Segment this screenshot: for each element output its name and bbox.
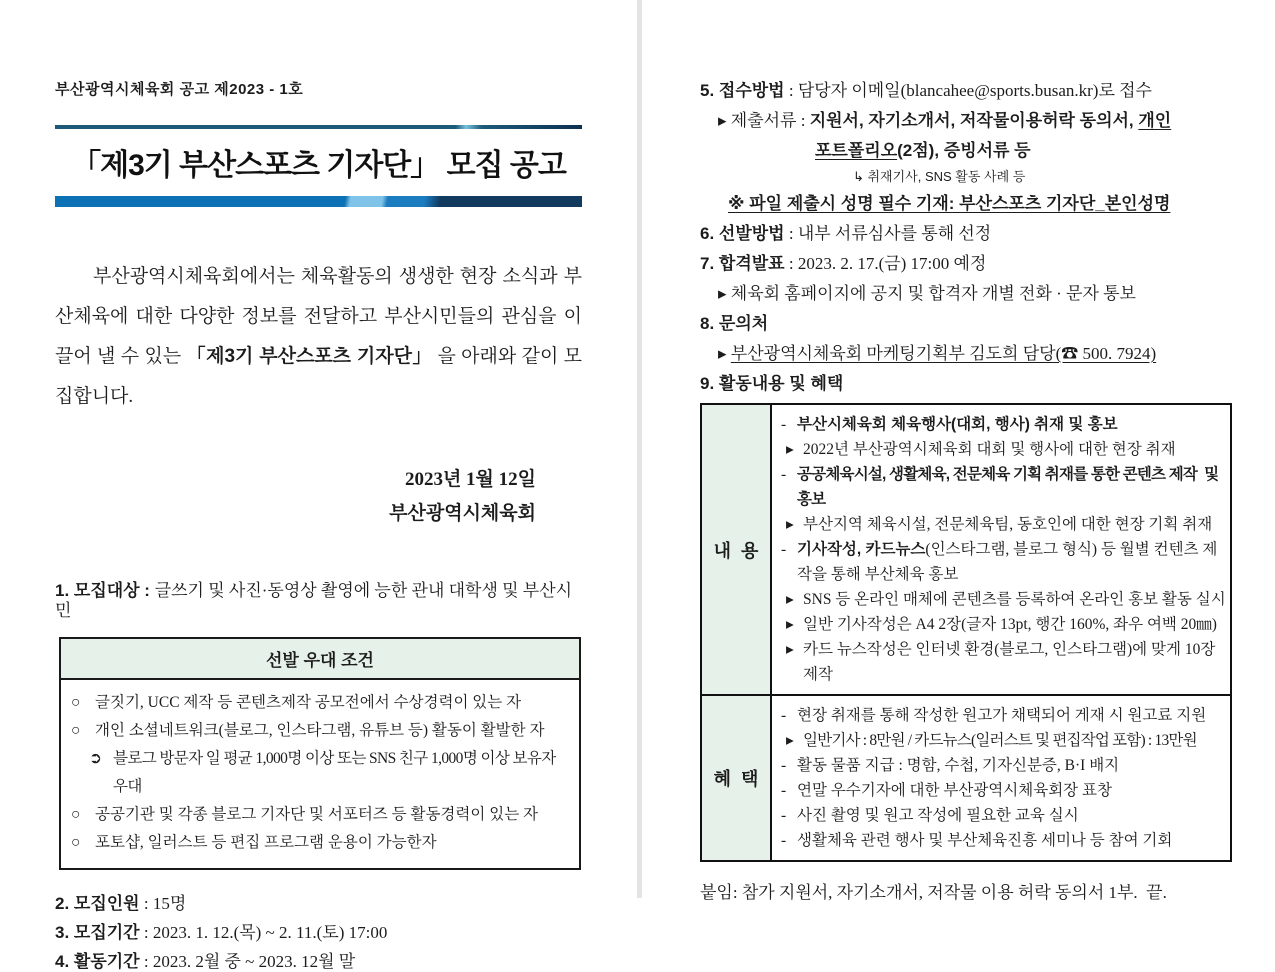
section-apply-method: 5. 접수방법 : 담당자 이메일(blancahee@sports.busan.kr)로 접수 [700, 81, 1152, 100]
activity-item-text: 2022년 부산광역시체육회 대회 및 행사에 대한 현장 취재 [803, 441, 1176, 458]
activity-item-text: 부산지역 체육시설, 전문체육팀, 동호인에 대한 현장 기획 취재 [803, 516, 1213, 533]
activity-item [781, 437, 1226, 462]
activity-benefit-table [700, 403, 1232, 862]
arrow-bullet-icon: ➲ [89, 750, 102, 767]
contact-sub: ▸ 부산광역시체육회 마케팅기획부 김도희 담당(☎ 500. 7924) [718, 344, 1157, 363]
activity-item-text: 일반기사 : 8만원 / 카드뉴스(일러스트 및 편집작업 포함) : 13만원 [803, 732, 1197, 749]
title-bottom-bar [55, 196, 582, 207]
preference-row [71, 689, 573, 717]
section-result-announcement: 7. 합격발표 : 2023. 2. 17.(금) 17:00 예정 [700, 254, 987, 273]
attachment-note: 붙임: 참가 지원서, 자기소개서, 저작물 이용 허락 동의서 1부. 끝. [700, 883, 1167, 902]
activity-item-text: 연말 우수기자에 대한 부산광역시체육회장 표창 [797, 782, 1112, 799]
activity-item-text: 공공체육시설, 생활체육, 전문체육 기획 취재를 통한 콘텐츠 제작 및 홍보 [797, 466, 1222, 508]
activity-table-row [702, 405, 1230, 696]
preference-row [71, 717, 573, 745]
section-activity-benefits: 9. 활동내용 및 혜택 [700, 374, 844, 393]
triangle-bullet-icon: ▸ [786, 441, 794, 458]
dash-bullet-icon: - [781, 416, 787, 433]
announcement-date: 2023년 1월 12일 [404, 469, 536, 490]
circle-bullet-icon: ○ [71, 806, 81, 823]
page-left [0, 0, 637, 971]
submit-docs-line1: ▸ 제출서류 : 지원서, 자기소개서, 저작물이용허락 동의서, 개인 [718, 111, 1172, 130]
triangle-bullet-icon: ▸ [786, 516, 794, 533]
preference-row-text: 글짓기, UCC 제작 등 콘텐츠제작 공모전에서 수상경력이 있는 자 [95, 694, 522, 711]
preference-row-text: 개인 소셜네트워크(블로그, 인스타그램, 유튜브 등) 활동이 활발한 자 [95, 722, 545, 739]
triangle-bullet-icon: ▸ [786, 732, 793, 749]
activity-table-row [702, 696, 1230, 860]
activity-item-text: 생활체육 관련 행사 및 부산체육진흥 세미나 등 참여 기회 [797, 832, 1173, 849]
dash-bullet-icon: - [781, 707, 787, 724]
activity-item [781, 778, 1226, 803]
dash-bullet-icon: - [781, 466, 786, 483]
activity-item [781, 587, 1226, 612]
activity-item-text: 활동 물품 지급 : 명함, 수첩, 기자신분증, B·I 배지 [797, 757, 1120, 774]
doc-number: 부산광역시체육회 공고 제2023 - 1호 [55, 81, 304, 98]
dash-bullet-icon: - [781, 807, 787, 824]
activity-item-text: SNS 등 온라인 매체에 콘텐츠를 등록하여 온라인 홍보 활동 실시 [803, 591, 1226, 608]
section-recruit-period: 3. 모집기간 : 2023. 1. 12.(목) ~ 2. 11.(토) 17:00 [55, 923, 388, 942]
dash-bullet-icon: - [781, 541, 787, 558]
activity-item [781, 612, 1226, 637]
activity-row-header: 내 용 [702, 405, 772, 694]
dash-bullet-icon: - [781, 832, 787, 849]
title-top-rule [55, 125, 582, 129]
preference-row [71, 745, 573, 801]
activity-item-text: 카드 뉴스작성은 인터넷 환경(블로그, 인스타그램)에 맞게 10장 제작 [803, 641, 1220, 683]
activity-item [781, 703, 1226, 728]
circle-bullet-icon: ○ [71, 722, 81, 739]
dash-bullet-icon: - [781, 782, 787, 799]
triangle-bullet-icon: ▸ [786, 616, 794, 633]
circle-bullet-icon: ○ [71, 834, 81, 851]
activity-item [781, 828, 1226, 853]
preference-row [71, 801, 573, 829]
page-right [642, 0, 1275, 902]
activity-row-body [772, 405, 1230, 694]
activity-item-text: 사진 촬영 및 원고 작성에 필요한 교육 실시 [797, 807, 1079, 824]
activity-item-text: 부산시체육회 체육행사(대회, 행사) 취재 및 홍보 [797, 416, 1118, 433]
activity-item [781, 537, 1226, 587]
dash-bullet-icon: - [781, 757, 787, 774]
preference-table [59, 637, 581, 870]
preference-table-header: 선발 우대 조건 [61, 639, 579, 680]
activity-row-header: 혜 택 [702, 696, 772, 860]
section-recruit-target: 1. 모집대상 : 글쓰기 및 사진·동영상 촬영에 능한 관내 대학생 및 부산시민 [55, 581, 573, 620]
preference-row-text: 공공기관 및 각종 블로그 기자단 및 서포터즈 등 활동경력이 있는 자 [95, 806, 539, 823]
date-block [55, 463, 582, 531]
triangle-bullet-icon: ▸ [786, 641, 794, 658]
section-recruit-count: 2. 모집인원 : 15명 [55, 894, 187, 913]
submit-docs-line2: 포트폴리오(2점), 증빙서류 등 [815, 141, 1031, 160]
announcement-org: 부산광역시체육회 [389, 503, 536, 524]
activity-item-text: 기사작성, 카드뉴스(인스타그램, 블로그 형식) 등 월별 컨텐츠 제작을 통해 부산체육 홍보 [797, 541, 1218, 583]
activity-item [781, 512, 1226, 537]
activity-item [781, 753, 1226, 778]
result-announcement-sub: ▸ 체육회 홈페이지에 공지 및 합격자 개별 전화 · 문자 통보 [718, 284, 1136, 303]
title-block [55, 125, 582, 207]
preference-table-body [61, 680, 579, 868]
triangle-bullet-icon: ▸ [786, 591, 794, 608]
preference-row-text: 블로그 방문자 일 평균 1,000명 이상 또는 SNS 친구 1,000명 이상 보유자 우대 [113, 750, 559, 795]
activity-item-text: 일반 기사작성은 A4 2장(글자 13pt, 행간 160%, 좌우 여백 20㎜) [803, 616, 1217, 633]
activity-item [781, 462, 1226, 512]
preference-row [71, 829, 573, 857]
activity-item-text: 현장 취재를 통해 작성한 원고가 채택되어 게재 시 원고료 지원 [797, 707, 1207, 724]
circle-bullet-icon: ○ [71, 694, 81, 711]
section-contact: 8. 문의처 [700, 314, 769, 333]
activity-item [781, 728, 1226, 753]
section-selection-method: 6. 선발방법 : 내부 서류심사를 통해 선정 [700, 224, 992, 243]
page-title: 「제3기 부산스포츠 기자단」 모집 공고 [71, 149, 566, 182]
section-activity-period: 4. 활동기간 : 2023. 2월 중 ~ 2023. 12월 말 [55, 952, 356, 971]
preference-row-text: 포토샵, 일러스트 등 편집 프로그램 운용이 가능한자 [95, 834, 437, 851]
intro-paragraph: 부산광역시체육회에서는 체육활동의 생생한 현장 소식과 부산체육에 대한 다양한 정보를 전달하고 부산시민들의 관심을 이끌어 낼 수 있는 「제3기 부산스포츠 기자단」 을 아래와 같이 모집합니다. [55, 266, 582, 407]
file-naming-note: ※ 파일 제출시 성명 필수 기재: 부산스포츠 기자단_본인성명 [728, 194, 1171, 213]
activity-row-body [772, 696, 1230, 860]
activity-item [781, 637, 1226, 687]
submit-docs-note: ↳ 취재기사, SNS 활동 사례 등 [853, 169, 1026, 184]
activity-item [781, 412, 1226, 437]
activity-item [781, 803, 1226, 828]
